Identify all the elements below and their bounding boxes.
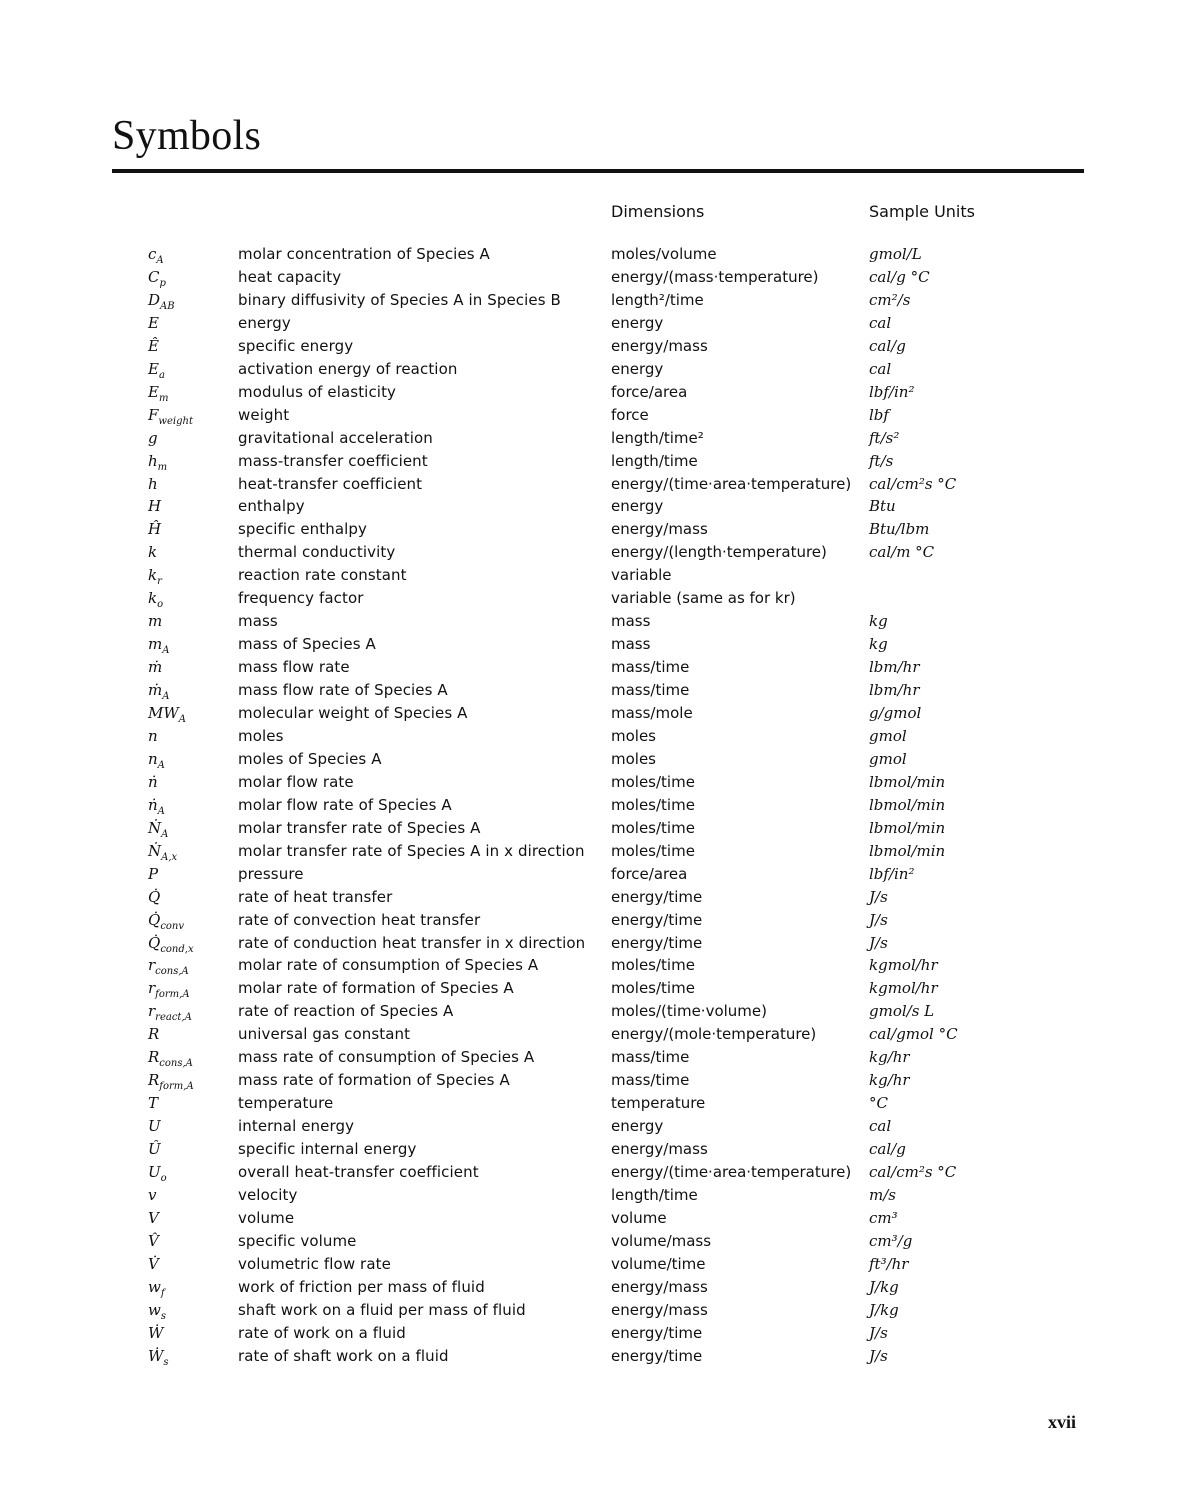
dimensions-cell: mass [611, 612, 651, 631]
table-row [0, 773, 1200, 796]
sample-units-cell: lbf/in² [869, 382, 915, 401]
symbol-cell: V̂ [148, 1231, 159, 1250]
dimensions-cell: moles/(time·volume) [611, 1002, 767, 1021]
table-row [0, 497, 1200, 520]
dimensions-cell: variable [611, 566, 672, 585]
sample-units-cell: J/s [869, 910, 888, 929]
dimensions-cell: force [611, 405, 649, 424]
table-row [0, 1186, 1200, 1209]
table-row [0, 452, 1200, 475]
table-row [0, 704, 1200, 727]
sample-units-cell: J/kg [869, 1300, 899, 1319]
description-cell: rate of shaft work on a fluid [238, 1346, 449, 1365]
description-cell: velocity [238, 1185, 298, 1204]
dimensions-cell: temperature [611, 1094, 706, 1113]
header-sample-units: Sample Units [869, 202, 975, 221]
table-row [0, 360, 1200, 383]
symbol-cell: $F_{weight}$ [148, 405, 193, 427]
dimensions-cell: moles/time [611, 841, 695, 860]
symbol-cell: H [148, 497, 162, 516]
table-row [0, 1002, 1200, 1025]
dimensions-cell: mass/time [611, 658, 690, 677]
table-row [0, 1025, 1200, 1048]
symbol-cell: $R_{form,A}$ [148, 1071, 194, 1093]
symbol-cell: $C_p$ [148, 267, 166, 289]
symbol-cell: ṅ [148, 772, 158, 791]
header-dimensions: Dimensions [611, 202, 705, 221]
dimensions-cell: energy/(mass·temperature) [611, 267, 819, 286]
sample-units-cell: lbmol/min [869, 795, 946, 814]
description-cell: molar transfer rate of Species A in x direction [238, 841, 585, 860]
dimensions-cell: moles/time [611, 772, 695, 791]
description-cell: activation energy of reaction [238, 359, 458, 378]
page-title: Symbols [112, 113, 262, 159]
sample-units-cell: J/s [869, 1346, 888, 1365]
sample-units-cell: cm³/g [869, 1231, 913, 1250]
dimensions-cell: energy/mass [611, 1300, 708, 1319]
sample-units-cell: g/gmol [869, 704, 922, 722]
table-row [0, 888, 1200, 911]
description-cell: specific enthalpy [238, 520, 368, 539]
dimensions-cell: energy/(length·temperature) [611, 543, 827, 562]
table-row [0, 612, 1200, 635]
dimensions-cell: energy [611, 313, 664, 332]
table-row [0, 314, 1200, 337]
description-cell: mass-transfer coefficient [238, 451, 428, 470]
sample-units-cell: gmol [869, 749, 907, 768]
symbol-cell: Ṅ$_{A,x}$ [148, 841, 178, 863]
description-cell: overall heat-transfer coefficient [238, 1163, 479, 1181]
table-row [0, 842, 1200, 865]
table-row [0, 383, 1200, 406]
table-row [0, 268, 1200, 291]
page-number: xvii [1048, 1412, 1077, 1432]
sample-units-cell: J/kg [869, 1277, 899, 1296]
description-cell: pressure [238, 864, 304, 883]
symbol-cell: v [148, 1185, 157, 1204]
table-row [0, 727, 1200, 750]
table-row [0, 934, 1200, 957]
sample-units-cell: ft/s [869, 451, 894, 470]
dimensions-cell: force/area [611, 382, 688, 401]
table-row [0, 520, 1200, 543]
description-cell: molar flow rate [238, 772, 354, 791]
description-cell: molar rate of formation of Species A [238, 979, 514, 998]
symbol-cell: $r_{cons,A}$ [148, 956, 189, 978]
description-cell: volume [238, 1208, 295, 1227]
symbol-cell: g [148, 428, 158, 447]
symbol-cell: Ê [148, 336, 159, 355]
description-cell: molecular weight of Species A [238, 704, 468, 722]
symbol-cell: ṅ$_A$ [148, 795, 165, 817]
dimensions-cell: energy/time [611, 933, 703, 952]
table-row [0, 543, 1200, 566]
sample-units-cell: cal/g [869, 1140, 906, 1159]
dimensions-cell: energy/time [611, 887, 703, 906]
symbol-cell: n [148, 726, 158, 745]
symbol-cell: $w_s$ [148, 1300, 166, 1322]
description-cell: moles [238, 726, 284, 745]
dimensions-cell: force/area [611, 864, 688, 883]
dimensions-cell: mass/time [611, 1071, 690, 1090]
symbol-cell: $h_m$ [148, 451, 168, 473]
table-row [0, 1140, 1200, 1163]
dimensions-cell: length²/time [611, 290, 704, 309]
sample-units-cell: m/s [869, 1185, 896, 1204]
sample-units-cell: cal/g [869, 336, 906, 355]
symbol-cell: $c_A$ [148, 245, 164, 266]
description-cell: molar transfer rate of Species A [238, 818, 481, 837]
description-cell: molar flow rate of Species A [238, 795, 452, 814]
dimensions-cell: length/time [611, 1185, 698, 1204]
table-row [0, 1209, 1200, 1232]
dimensions-cell: moles/time [611, 795, 695, 814]
sample-units-cell: kgmol/hr [869, 956, 938, 975]
dimensions-cell: energy [611, 1117, 664, 1136]
description-cell: shaft work on a fluid per mass of fluid [238, 1300, 526, 1319]
sample-units-cell: gmol/s L [869, 1002, 935, 1021]
description-cell: moles of Species A [238, 749, 382, 768]
description-cell: energy [238, 313, 291, 332]
symbol-cell: $r_{form,A}$ [148, 979, 190, 1001]
symbol-cell: m [148, 612, 163, 631]
dimensions-cell: moles/volume [611, 245, 717, 263]
dimensions-cell: energy/(time·area·temperature) [611, 1163, 852, 1181]
symbol-cell: ṁ [148, 658, 163, 677]
sample-units-cell: lbf/in² [869, 864, 915, 883]
sample-units-cell: kg/hr [869, 1048, 910, 1067]
dimensions-cell: moles/time [611, 979, 695, 998]
symbol-cell: Ẇ$_s$ [148, 1346, 169, 1368]
sample-units-cell: ft³/hr [869, 1254, 909, 1273]
description-cell: mass rate of formation of Species A [238, 1071, 510, 1090]
table-row [0, 1094, 1200, 1117]
sample-units-cell: J/s [869, 887, 888, 906]
table-row [0, 911, 1200, 934]
sample-units-cell: cm²/s [869, 290, 911, 309]
symbol-cell: R [148, 1025, 160, 1044]
symbol-cell: $w_f$ [148, 1277, 165, 1299]
sample-units-cell: kg/hr [869, 1071, 910, 1090]
dimensions-cell: length/time [611, 451, 698, 470]
table-row [0, 1117, 1200, 1140]
description-cell: rate of reaction of Species A [238, 1002, 454, 1021]
symbol-cell: $k_r$ [148, 566, 162, 588]
symbol-cell: $k_o$ [148, 589, 164, 611]
symbol-cell: Q̇ [148, 887, 161, 906]
sample-units-cell: Btu [869, 497, 896, 516]
description-cell: molar rate of consumption of Species A [238, 956, 539, 975]
symbol-cell: $m_A$ [148, 635, 170, 657]
dimensions-cell: moles [611, 726, 656, 745]
dimensions-cell: volume [611, 1208, 667, 1227]
dimensions-cell: moles/time [611, 818, 695, 837]
sample-units-cell: ft/s² [869, 428, 900, 447]
symbol-cell: Ṅ$_A$ [148, 818, 169, 840]
dimensions-cell: energy/(mole·temperature) [611, 1025, 817, 1044]
description-cell: rate of conduction heat transfer in x direction [238, 933, 586, 952]
symbol-cell: ṁ$_A$ [148, 681, 170, 703]
sample-units-cell: lbf [869, 405, 889, 424]
dimensions-cell: mass [611, 635, 651, 654]
table-row [0, 1071, 1200, 1094]
table-row [0, 865, 1200, 888]
table-row [0, 245, 1200, 268]
table-row [0, 475, 1200, 498]
table-row [0, 979, 1200, 1002]
sample-units-cell: kg [869, 635, 888, 654]
description-cell: enthalpy [238, 497, 305, 516]
table-row [0, 1048, 1200, 1071]
sample-units-cell: kgmol/hr [869, 979, 938, 998]
description-cell: work of friction per mass of fluid [238, 1277, 485, 1296]
symbol-cell: Û [148, 1140, 161, 1159]
symbol-cell: E [148, 313, 159, 332]
dimensions-cell: energy/time [611, 1323, 703, 1342]
symbol-cell: $Q̇_{conv}$ [148, 910, 185, 932]
dimensions-cell: energy/mass [611, 1277, 708, 1296]
title-rule [112, 169, 1084, 173]
description-cell: frequency factor [238, 589, 364, 608]
sample-units-cell: kg [869, 612, 888, 631]
sample-units-cell: cal/cm²s °C [869, 1163, 957, 1181]
sample-units-cell: cal/g °C [869, 267, 930, 286]
description-cell: mass flow rate of Species A [238, 681, 448, 700]
description-cell: mass rate of consumption of Species A [238, 1048, 535, 1067]
dimensions-cell: moles/time [611, 956, 695, 975]
table-row [0, 658, 1200, 681]
table-row [0, 566, 1200, 589]
description-cell: universal gas constant [238, 1025, 411, 1044]
table-row [0, 589, 1200, 612]
dimensions-cell: energy/mass [611, 520, 708, 539]
symbol-cell: $r_{react,A}$ [148, 1002, 192, 1024]
description-cell: reaction rate constant [238, 566, 407, 585]
table-row [0, 429, 1200, 452]
symbol-cell: $R_{cons,A}$ [148, 1048, 193, 1070]
description-cell: internal energy [238, 1117, 355, 1136]
table-row [0, 819, 1200, 842]
sample-units-cell: cal/cm²s °C [869, 474, 957, 493]
symbol-cell: P [148, 864, 159, 883]
description-cell: heat-transfer coefficient [238, 474, 423, 493]
description-cell: specific energy [238, 336, 354, 355]
sample-units-cell: lbmol/min [869, 772, 946, 791]
symbol-cell: $U_o$ [148, 1163, 167, 1184]
dimensions-cell: mass/mole [611, 704, 693, 722]
sample-units-cell: J/s [869, 1323, 888, 1342]
sample-units-cell: Btu/lbm [869, 520, 930, 539]
symbol-cell: $MW_A$ [148, 704, 187, 725]
dimensions-cell: energy/mass [611, 336, 708, 355]
table-row [0, 681, 1200, 704]
description-cell: specific volume [238, 1231, 357, 1250]
symbol-cell: $n_A$ [148, 749, 165, 771]
description-cell: gravitational acceleration [238, 428, 433, 447]
symbol-cell: T [148, 1094, 159, 1113]
symbol-cell: $D_{AB}$ [148, 290, 175, 312]
description-cell: mass flow rate [238, 658, 350, 677]
description-cell: mass [238, 612, 278, 631]
table-row [0, 1255, 1200, 1278]
dimensions-cell: energy [611, 497, 664, 516]
sample-units-cell: cal/gmol °C [869, 1025, 958, 1044]
description-cell: specific internal energy [238, 1140, 417, 1159]
dimensions-cell: energy/(time·area·temperature) [611, 474, 852, 493]
symbol-cell: V̇ [148, 1254, 159, 1273]
description-cell: modulus of elasticity [238, 382, 397, 401]
symbol-cell: $E_m$ [148, 382, 169, 404]
table-row [0, 1163, 1200, 1186]
symbol-cell: $Q̇_{cond,x}$ [148, 933, 194, 955]
symbol-cell: Ẇ [148, 1323, 164, 1342]
table-row [0, 291, 1200, 314]
table-row [0, 1278, 1200, 1301]
sample-units-cell: lbm/hr [869, 658, 920, 677]
description-cell: weight [238, 405, 290, 424]
dimensions-cell: energy/mass [611, 1140, 708, 1159]
dimensions-cell: energy [611, 359, 664, 378]
description-cell: heat capacity [238, 267, 342, 286]
table-row [0, 1347, 1200, 1370]
description-cell: rate of heat transfer [238, 887, 393, 906]
sample-units-cell: cal [869, 313, 892, 332]
sample-units-cell: cal [869, 359, 892, 378]
dimensions-cell: mass/time [611, 681, 690, 700]
sample-units-cell: lbm/hr [869, 681, 920, 700]
table-row [0, 956, 1200, 979]
description-cell: temperature [238, 1094, 334, 1113]
table-row [0, 1324, 1200, 1347]
dimensions-cell: energy/time [611, 1346, 703, 1365]
dimensions-cell: mass/time [611, 1048, 690, 1067]
table-row [0, 796, 1200, 819]
dimensions-cell: volume/mass [611, 1231, 712, 1250]
sample-units-cell: cm³ [869, 1208, 898, 1227]
sample-units-cell: gmol/L [869, 245, 922, 263]
symbol-cell: h [148, 474, 158, 493]
dimensions-cell: length/time² [611, 428, 704, 447]
table-row [0, 1232, 1200, 1255]
symbol-cell: V [148, 1208, 159, 1227]
table-row [0, 406, 1200, 429]
description-cell: rate of work on a fluid [238, 1323, 406, 1342]
description-cell: thermal conductivity [238, 543, 396, 562]
sample-units-cell: °C [869, 1094, 888, 1113]
description-cell: volumetric flow rate [238, 1254, 391, 1273]
dimensions-cell: variable (same as for kr) [611, 589, 796, 608]
symbol-cell: Ĥ [148, 520, 162, 539]
description-cell: molar concentration of Species A [238, 245, 490, 263]
table-row [0, 337, 1200, 360]
symbol-cell: k [148, 543, 158, 562]
sample-units-cell: lbmol/min [869, 818, 946, 837]
sample-units-cell: lbmol/min [869, 841, 946, 860]
dimensions-cell: volume/time [611, 1254, 706, 1273]
table-row [0, 1301, 1200, 1324]
description-cell: mass of Species A [238, 635, 376, 654]
table-row [0, 750, 1200, 773]
symbol-cell: $E_a$ [148, 359, 165, 381]
sample-units-cell: gmol [869, 726, 907, 745]
table-row [0, 635, 1200, 658]
dimensions-cell: energy/time [611, 910, 703, 929]
sample-units-cell: cal/m °C [869, 543, 935, 562]
description-cell: binary diffusivity of Species A in Species B [238, 290, 561, 309]
description-cell: rate of convection heat transfer [238, 910, 481, 929]
dimensions-cell: moles [611, 749, 656, 768]
sample-units-cell: cal [869, 1117, 892, 1136]
symbol-cell: U [148, 1117, 161, 1136]
sample-units-cell: J/s [869, 933, 888, 952]
